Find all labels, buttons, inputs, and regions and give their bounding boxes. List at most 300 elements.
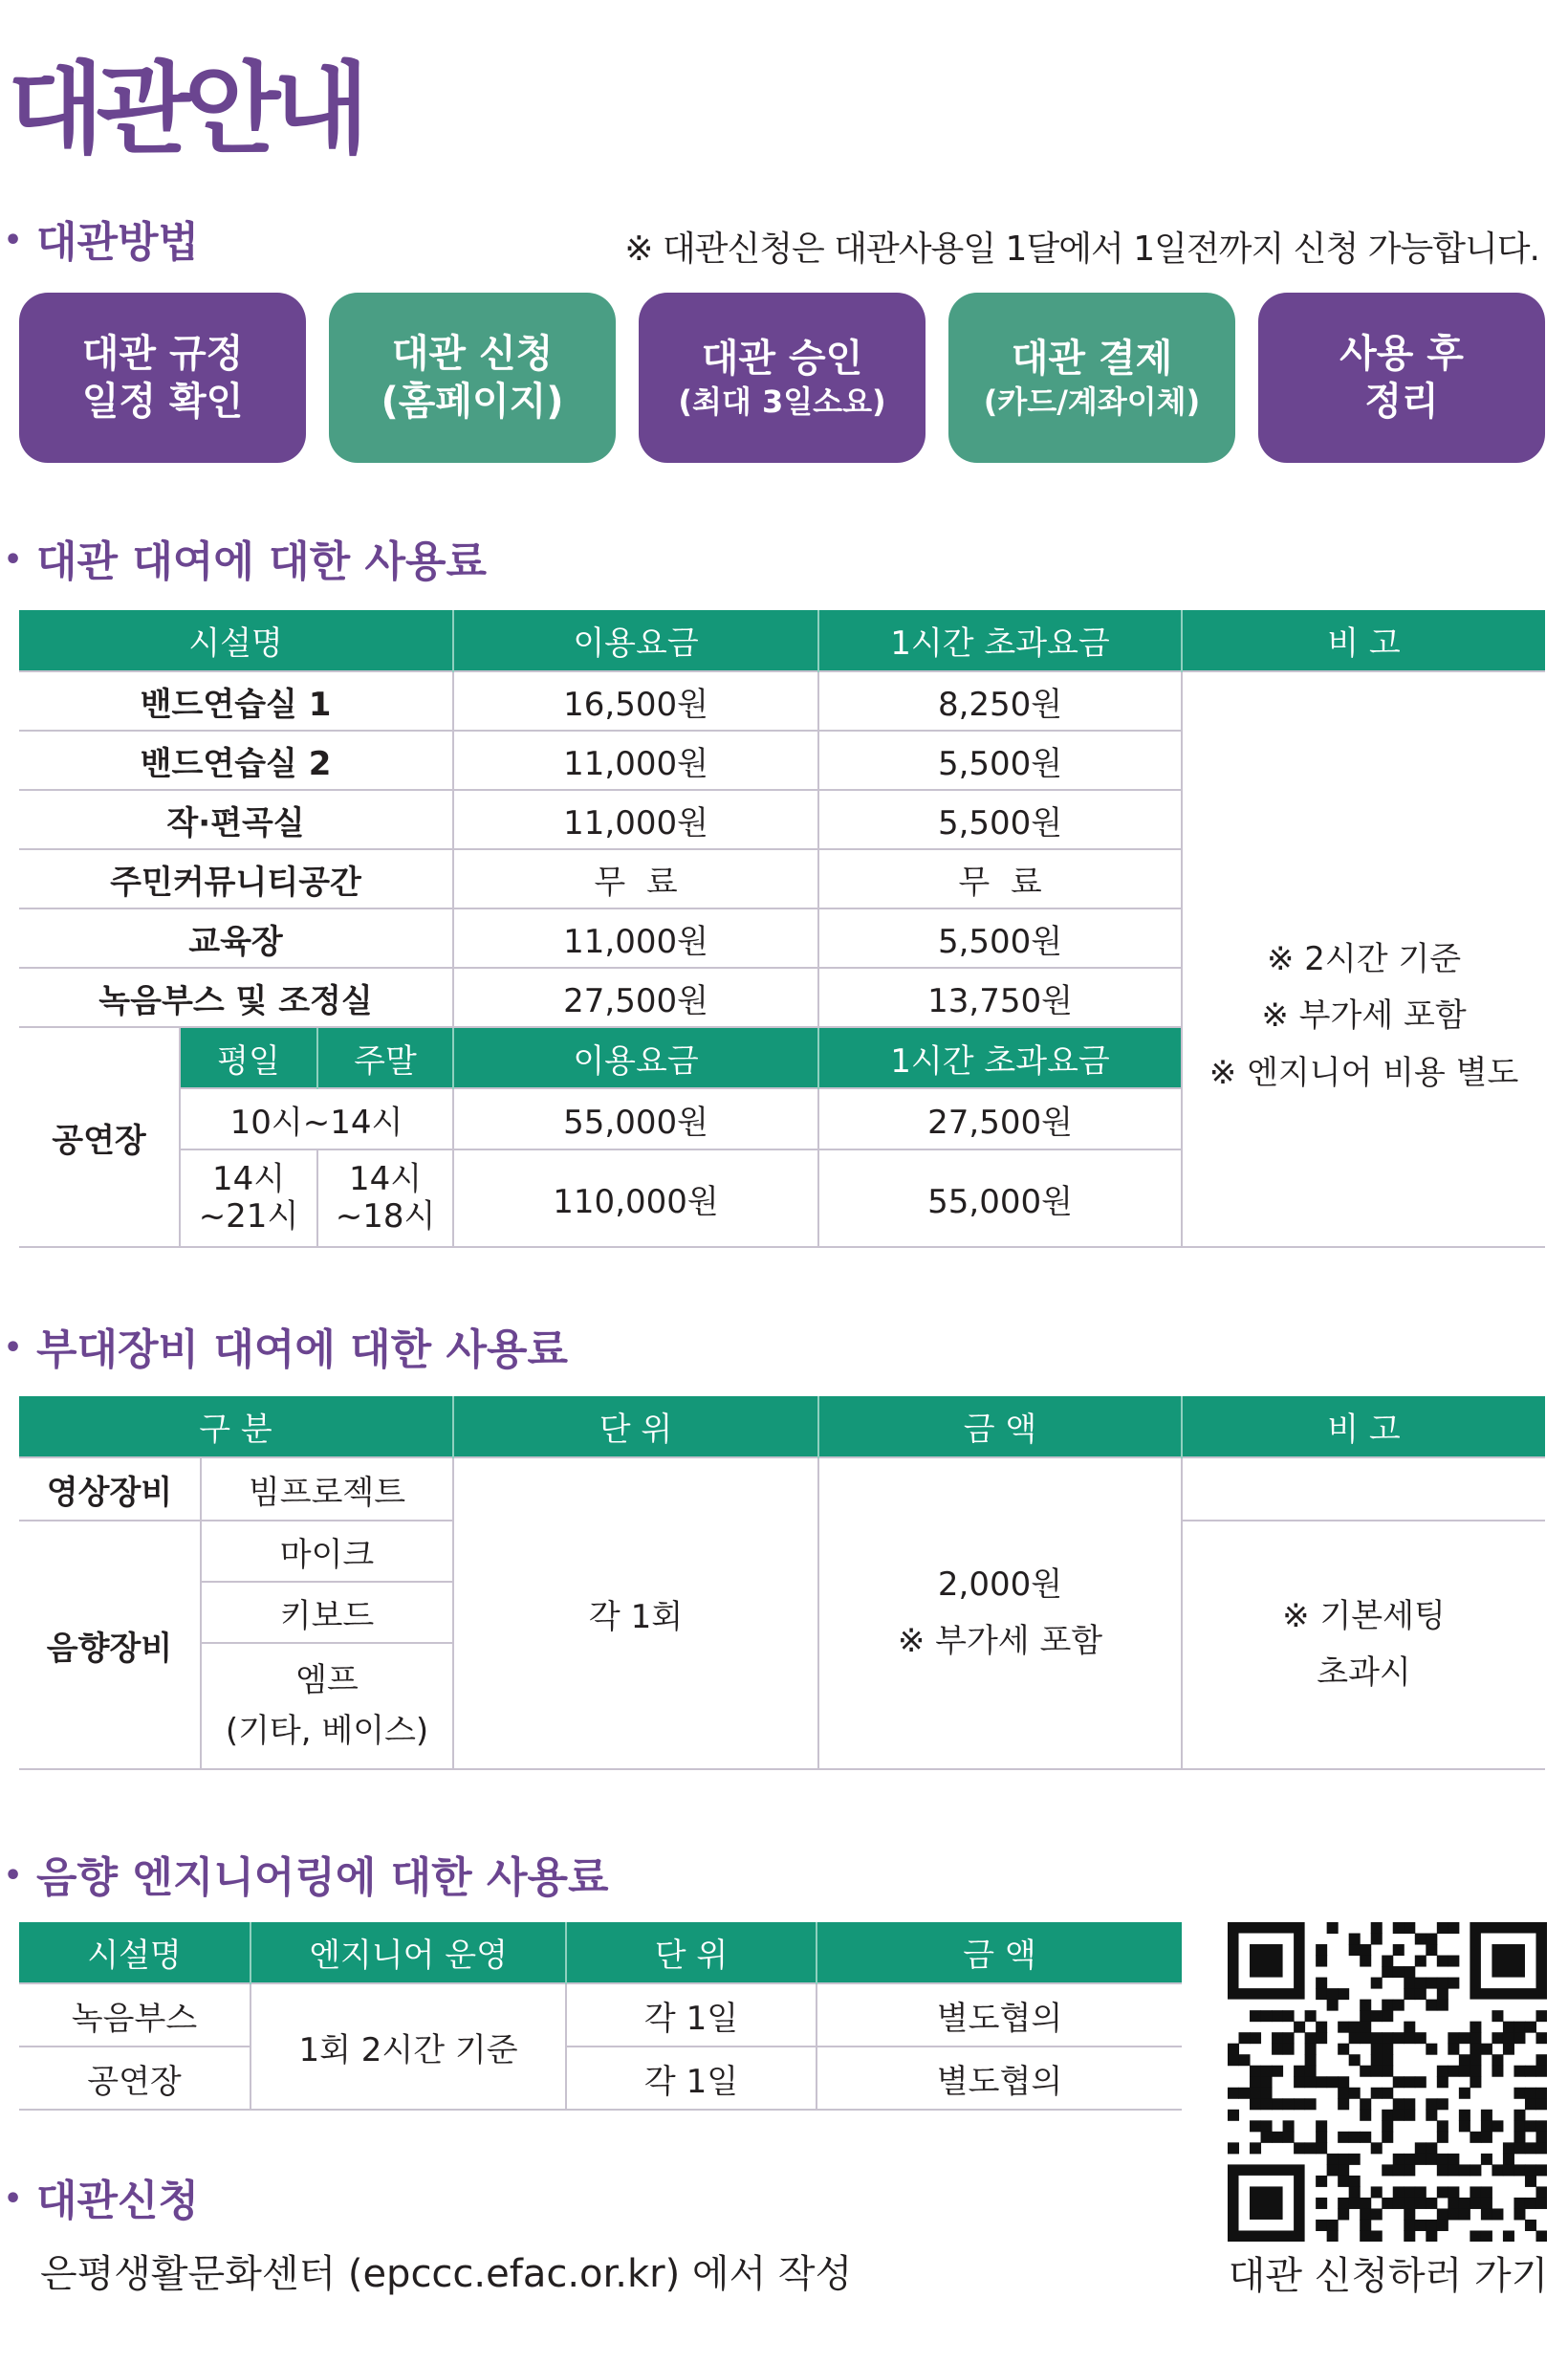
qr-module xyxy=(1459,2198,1470,2209)
qr-module xyxy=(1415,1988,1426,2000)
step-line1: 대관 규정 xyxy=(81,332,244,376)
qr-module xyxy=(1525,2120,1536,2132)
fee-value: 무 료 xyxy=(453,849,818,908)
apply-instruction: 은평생활문화센터 (epccc.efac.or.kr) 에서 작성 xyxy=(40,2252,853,2296)
qr-module xyxy=(1382,2110,1393,2121)
qr-module xyxy=(1426,1978,1437,1989)
qr-module xyxy=(1404,2164,1415,2176)
qr-module xyxy=(1305,2098,1317,2110)
qr-module xyxy=(1327,2230,1339,2242)
qr-module xyxy=(1338,2208,1349,2220)
qr-module xyxy=(1503,2032,1514,2044)
sub-header-fee: 이용요금 xyxy=(453,1027,818,1088)
col-header-fee: 이용요금 xyxy=(453,610,818,671)
qr-module xyxy=(1481,2132,1492,2143)
qr-module xyxy=(1382,2132,1393,2143)
qr-module xyxy=(1371,2044,1383,2055)
qr-module xyxy=(1404,1988,1415,2000)
engineer-operation: 1회 2시간 기준 xyxy=(250,1983,566,2110)
bullet-icon: • xyxy=(4,543,23,577)
rental-steps xyxy=(19,293,1545,463)
facility-name: 교육장 xyxy=(19,908,453,968)
qr-module xyxy=(1514,2132,1525,2143)
qr-module xyxy=(1228,2088,1239,2099)
qr-module xyxy=(1316,2032,1327,2044)
qr-module xyxy=(1459,2110,1470,2121)
qr-module xyxy=(1437,2186,1448,2198)
qr-module xyxy=(1316,1978,1327,1989)
qr-module xyxy=(1360,2022,1371,2033)
fee-value: 27,500원 xyxy=(453,968,818,1027)
table-row xyxy=(19,1457,1545,1521)
qr-module xyxy=(1349,2154,1361,2165)
qr-module xyxy=(1338,2132,1349,2143)
qr-module xyxy=(1338,2076,1349,2088)
step-line2: (카드/계좌이체) xyxy=(983,383,1201,420)
qr-module xyxy=(1426,2098,1437,2110)
qr-module xyxy=(1481,2186,1492,2198)
qr-module xyxy=(1371,2208,1383,2220)
time-line: ~18시 xyxy=(335,1197,436,1236)
qr-module xyxy=(1382,2054,1393,2066)
qr-module xyxy=(1415,2186,1426,2198)
qr-module xyxy=(1448,2154,1459,2165)
step-apply[interactable] xyxy=(329,293,616,463)
qr-module xyxy=(1261,2076,1273,2088)
qr-module xyxy=(1338,2198,1349,2209)
qr-module xyxy=(1459,2164,1470,2176)
qr-module xyxy=(1437,2120,1448,2132)
qr-module xyxy=(1470,2022,1481,2033)
fee-value: 11,000원 xyxy=(453,908,818,968)
section-heading-engineering-label: 음향 엔지니어링에 대한 사용료 xyxy=(36,1853,609,1902)
qr-module xyxy=(1514,2198,1525,2209)
qr-module xyxy=(1360,2110,1371,2121)
qr-module xyxy=(1327,2164,1339,2176)
hall-weekday-time xyxy=(180,1149,317,1247)
qr-module xyxy=(1316,1956,1327,1967)
qr-module xyxy=(1272,2132,1283,2143)
qr-module xyxy=(1382,1956,1393,1967)
equipment-item-line: 엠프 xyxy=(295,1661,359,1700)
qr-module xyxy=(1503,2142,1514,2154)
qr-module xyxy=(1470,2076,1481,2088)
qr-module xyxy=(1404,1978,1415,1989)
qr-module xyxy=(1404,2208,1415,2220)
qr-module xyxy=(1316,2076,1327,2088)
qr-module xyxy=(1393,2186,1405,2198)
qr-module xyxy=(1239,2054,1251,2066)
col-header-category: 구 분 xyxy=(19,1396,453,1457)
qr-module xyxy=(1426,1944,1437,1956)
qr-module xyxy=(1250,2098,1261,2110)
qr-module xyxy=(1426,2220,1437,2231)
qr-module xyxy=(1393,1922,1405,1934)
qr-module xyxy=(1404,2230,1415,2242)
step-line2: (최대 3일소요) xyxy=(678,383,886,420)
qr-module xyxy=(1535,2164,1547,2176)
time-line: 14시 xyxy=(348,1159,423,1198)
qr-module xyxy=(1535,2132,1547,2143)
qr-module xyxy=(1459,2066,1470,2077)
qr-module xyxy=(1239,2032,1251,2044)
qr-module xyxy=(1437,1988,1448,2000)
equipment-item: 빔프로젝트 xyxy=(201,1457,453,1521)
qr-module xyxy=(1437,2076,1448,2088)
col-header-remarks: 비 고 xyxy=(1182,1396,1545,1457)
qr-module xyxy=(1283,2010,1295,2022)
qr-module xyxy=(1437,1922,1448,1934)
qr-module xyxy=(1426,2230,1437,2242)
qr-module xyxy=(1535,2054,1547,2066)
qr-module xyxy=(1338,2164,1349,2176)
unit-value: 각 1일 xyxy=(566,2047,817,2110)
qr-module xyxy=(1404,2098,1415,2110)
qr-module xyxy=(1382,2044,1393,2055)
qr-module xyxy=(1415,1978,1426,1989)
section-heading-method-label: 대관방법 xyxy=(36,218,200,267)
qr-module xyxy=(1305,2066,1317,2077)
qr-module xyxy=(1360,2098,1371,2110)
qr-module xyxy=(1470,2044,1481,2055)
facility-name: 밴드연습실 2 xyxy=(19,731,453,790)
qr-module xyxy=(1448,2066,1459,2077)
remark-line: ※ 부가세 포함 xyxy=(1261,996,1467,1036)
qr-module xyxy=(1525,2088,1536,2099)
qr-module xyxy=(1459,2088,1470,2099)
section-heading-method xyxy=(4,218,200,267)
overtime-value: 5,500원 xyxy=(818,908,1182,968)
page-title: 대관안내 xyxy=(8,51,361,167)
qr-module xyxy=(1514,2066,1525,2077)
qr-module xyxy=(1382,2088,1393,2099)
qr-module xyxy=(1393,2164,1405,2176)
qr-module xyxy=(1535,2066,1547,2077)
overtime-value: 5,500원 xyxy=(818,731,1182,790)
fee-value: 11,000원 xyxy=(453,790,818,849)
qr-module xyxy=(1316,2132,1327,2143)
qr-module xyxy=(1272,2044,1283,2055)
qr-module xyxy=(1228,2054,1239,2066)
qr-module xyxy=(1382,1966,1393,1978)
price-line: 2,000원 xyxy=(937,1565,1063,1604)
overtime-value: 무 료 xyxy=(818,849,1182,908)
qr-module xyxy=(1404,1922,1415,1934)
qr-module xyxy=(1272,2032,1283,2044)
overtime-value: 27,500원 xyxy=(818,1088,1182,1149)
qr-module xyxy=(1404,2022,1415,2033)
qr-module xyxy=(1426,2110,1437,2121)
qr-module xyxy=(1448,1978,1459,1989)
qr-module xyxy=(1514,2120,1525,2132)
qr-module xyxy=(1437,2132,1448,2143)
qr-module xyxy=(1371,1978,1383,1989)
qr-module xyxy=(1305,2076,1317,2088)
qr-module xyxy=(1338,2154,1349,2165)
qr-module xyxy=(1426,2000,1437,2011)
col-header-price: 금 액 xyxy=(818,1396,1182,1457)
qr-module xyxy=(1415,2142,1426,2154)
qr-module xyxy=(1228,2110,1239,2121)
application-period-note: ※ 대관신청은 대관사용일 1달에서 1일전까지 신청 가능합니다. xyxy=(624,230,1539,269)
section-heading-apply-label: 대관신청 xyxy=(36,2177,200,2225)
step-approval[interactable] xyxy=(639,293,926,463)
qr-module xyxy=(1349,2054,1361,2066)
qr-module xyxy=(1360,2132,1371,2143)
qr-module xyxy=(1250,2088,1261,2099)
qr-module xyxy=(1338,2176,1349,2187)
qr-module xyxy=(1371,2054,1383,2066)
qr-module xyxy=(1404,2076,1415,2088)
qr-module xyxy=(1360,2230,1371,2242)
qr-module xyxy=(1492,2010,1503,2022)
facility-name: 녹음부스 xyxy=(19,1983,250,2047)
qr-module xyxy=(1261,2132,1273,2143)
qr-module xyxy=(1470,2164,1481,2176)
qr-module xyxy=(1393,2198,1405,2209)
step-line1: 사용 후 xyxy=(1339,332,1464,376)
qr-module xyxy=(1448,2044,1459,2055)
qr-module xyxy=(1327,2220,1339,2231)
qr-module xyxy=(1426,2154,1437,2165)
step-cleanup[interactable] xyxy=(1258,293,1545,463)
qr-module xyxy=(1316,2022,1327,2033)
qr-module xyxy=(1481,2198,1492,2209)
col-header-unit: 단 위 xyxy=(566,1922,817,1983)
qr-module xyxy=(1525,2098,1536,2110)
remark-line: ※ 2시간 기준 xyxy=(1266,939,1462,978)
qr-module xyxy=(1382,2000,1393,2011)
qr-module xyxy=(1360,2198,1371,2209)
qr-module xyxy=(1448,2164,1459,2176)
qr-module xyxy=(1470,2032,1481,2044)
rental-fee-table xyxy=(19,610,1545,1248)
qr-module xyxy=(1535,2098,1547,2110)
qr-module xyxy=(1492,2032,1503,2044)
qr-module xyxy=(1261,2010,1273,2022)
engineering-fee-table xyxy=(19,1922,1182,2111)
qr-module xyxy=(1470,2054,1481,2066)
qr-module xyxy=(1459,2054,1470,2066)
qr-module xyxy=(1338,1988,1349,2000)
qr-module xyxy=(1535,2142,1547,2154)
qr-module xyxy=(1492,2066,1503,2077)
qr-module xyxy=(1239,2088,1251,2099)
qr-module xyxy=(1470,2230,1481,2242)
qr-module xyxy=(1250,2120,1261,2132)
qr-module xyxy=(1360,2066,1371,2077)
qr-module xyxy=(1525,2142,1536,2154)
qr-module xyxy=(1228,2142,1239,2154)
qr-module xyxy=(1316,2142,1327,2154)
bullet-icon: • xyxy=(4,224,23,257)
qr-module xyxy=(1382,2198,1393,2209)
sub-header-overtime: 1시간 초과요금 xyxy=(818,1027,1182,1088)
step-line2: 정리 xyxy=(1364,380,1439,424)
qr-module xyxy=(1525,2164,1536,2176)
qr-module xyxy=(1514,2142,1525,2154)
qr-caption: 대관 신청하러 가기 xyxy=(1228,2254,1549,2298)
qr-module xyxy=(1535,2186,1547,2198)
qr-module xyxy=(1327,1988,1339,2000)
facility-name: 작·편곡실 xyxy=(19,790,453,849)
rental-remarks xyxy=(1182,671,1545,1247)
section-heading-equipment xyxy=(4,1325,569,1374)
qr-module xyxy=(1360,1944,1371,1956)
qr-module xyxy=(1459,2120,1470,2132)
qr-module xyxy=(1283,2132,1295,2143)
step-payment[interactable] xyxy=(948,293,1235,463)
qr-module xyxy=(1404,2198,1415,2209)
qr-module xyxy=(1382,2120,1393,2132)
section-heading-engineering xyxy=(4,1853,609,1902)
bullet-icon: • xyxy=(4,1859,23,1893)
facility-name: 주민커뮤니티공간 xyxy=(19,849,453,908)
qr-module xyxy=(1371,2032,1383,2044)
col-header-facility: 시설명 xyxy=(19,610,453,671)
qr-module xyxy=(1503,2154,1514,2165)
qr-module xyxy=(1525,2022,1536,2033)
qr-module xyxy=(1525,2066,1536,2077)
audio-equipment-label: 음향장비 xyxy=(19,1521,201,1769)
qr-module xyxy=(1360,2220,1371,2231)
qr-module xyxy=(1459,2032,1470,2044)
qr-finder-center xyxy=(1250,1944,1283,1978)
qr-module xyxy=(1393,1944,1405,1956)
qr-module xyxy=(1481,2154,1492,2165)
qr-module xyxy=(1393,2098,1405,2110)
qr-code-icon[interactable] xyxy=(1228,1922,1547,2242)
section-heading-rental xyxy=(4,537,487,586)
qr-module xyxy=(1283,2098,1295,2110)
facility-name: 공연장 xyxy=(19,2047,250,2110)
qr-module xyxy=(1272,2010,1283,2022)
sub-header-weekday: 평일 xyxy=(180,1027,317,1088)
qr-module xyxy=(1481,2230,1492,2242)
overtime-value: 55,000원 xyxy=(818,1149,1182,1247)
qr-module xyxy=(1393,2154,1405,2165)
unit-value: 각 1회 xyxy=(453,1457,818,1769)
qr-module xyxy=(1250,2066,1261,2077)
qr-module xyxy=(1437,2000,1448,2011)
qr-module xyxy=(1514,2208,1525,2220)
step-line2: 일정 확인 xyxy=(81,380,244,424)
qr-module xyxy=(1404,2032,1415,2044)
qr-module xyxy=(1261,2098,1273,2110)
qr-module xyxy=(1481,2110,1492,2121)
qr-module xyxy=(1349,1934,1361,1945)
qr-module xyxy=(1492,2208,1503,2220)
step-line2: (홈페이지) xyxy=(381,380,564,424)
qr-module xyxy=(1228,2044,1239,2055)
qr-module xyxy=(1470,2132,1481,2143)
qr-module xyxy=(1316,1944,1327,1956)
fee-value: 11,000원 xyxy=(453,731,818,790)
qr-module xyxy=(1481,2044,1492,2055)
col-header-unit: 단 위 xyxy=(453,1396,818,1457)
qr-module xyxy=(1535,2198,1547,2209)
qr-module xyxy=(1415,2076,1426,2088)
qr-module xyxy=(1305,2054,1317,2066)
qr-module xyxy=(1305,2032,1317,2044)
equipment-item: 키보드 xyxy=(201,1582,453,1643)
qr-module xyxy=(1294,2098,1305,2110)
qr-module xyxy=(1250,2142,1261,2154)
qr-module xyxy=(1481,2208,1492,2220)
qr-module xyxy=(1261,2066,1273,2077)
qr-module xyxy=(1294,2142,1305,2154)
qr-module xyxy=(1437,1956,1448,1967)
qr-module xyxy=(1535,2032,1547,2044)
qr-module xyxy=(1514,2110,1525,2121)
qr-module xyxy=(1338,2098,1349,2110)
overtime-value: 5,500원 xyxy=(818,790,1182,849)
qr-module xyxy=(1514,2088,1525,2099)
qr-module xyxy=(1437,2154,1448,2165)
qr-module xyxy=(1316,2220,1327,2231)
qr-module xyxy=(1371,2010,1383,2022)
qr-module xyxy=(1349,2198,1361,2209)
step-line1: 대관 신청 xyxy=(391,332,554,376)
qr-module xyxy=(1404,2186,1415,2198)
qr-module xyxy=(1525,2198,1536,2209)
qr-module xyxy=(1294,2076,1305,2088)
qr-module xyxy=(1437,1978,1448,1989)
qr-module xyxy=(1305,2010,1317,2022)
qr-module xyxy=(1448,2198,1459,2209)
qr-module xyxy=(1338,2088,1349,2099)
bullet-icon: • xyxy=(4,1331,23,1365)
qr-module xyxy=(1470,2198,1481,2209)
col-header-facility: 시설명 xyxy=(19,1922,250,1983)
qr-module xyxy=(1327,2076,1339,2088)
section-heading-apply xyxy=(4,2177,200,2225)
table-row xyxy=(19,2047,1182,2110)
qr-module xyxy=(1415,2198,1426,2209)
fee-value: 16,500원 xyxy=(453,671,818,731)
qr-module xyxy=(1250,2010,1261,2022)
qr-module xyxy=(1283,2032,1295,2044)
time-line: 14시 xyxy=(211,1159,286,1198)
col-header-engineer: 엔지니어 운영 xyxy=(250,1922,566,1983)
col-header-price: 금 액 xyxy=(817,1922,1182,1983)
step-line1: 대관 승인 xyxy=(701,337,863,381)
fee-value: 55,000원 xyxy=(453,1088,818,1149)
qr-module xyxy=(1404,2110,1415,2121)
qr-module xyxy=(1382,2164,1393,2176)
step-check-rules[interactable] xyxy=(19,293,306,463)
qr-module xyxy=(1437,2220,1448,2231)
qr-module xyxy=(1514,2164,1525,2176)
qr-module xyxy=(1393,2000,1405,2011)
qr-module xyxy=(1437,2098,1448,2110)
qr-module xyxy=(1415,2220,1426,2231)
qr-module xyxy=(1492,2120,1503,2132)
fee-value: 110,000원 xyxy=(453,1149,818,1247)
qr-module xyxy=(1470,2186,1481,2198)
hall-name: 공연장 xyxy=(19,1027,180,1247)
qr-module xyxy=(1305,2142,1317,2154)
qr-module xyxy=(1470,2066,1481,2077)
hall-weekend-time xyxy=(317,1149,453,1247)
qr-module xyxy=(1349,1944,1361,1956)
price-value: 별도협의 xyxy=(817,2047,1182,2110)
col-header-remarks: 비 고 xyxy=(1182,610,1545,671)
qr-module xyxy=(1448,1956,1459,1967)
qr-module xyxy=(1492,2054,1503,2066)
qr-module xyxy=(1503,2164,1514,2176)
overtime-value: 13,750원 xyxy=(818,968,1182,1027)
